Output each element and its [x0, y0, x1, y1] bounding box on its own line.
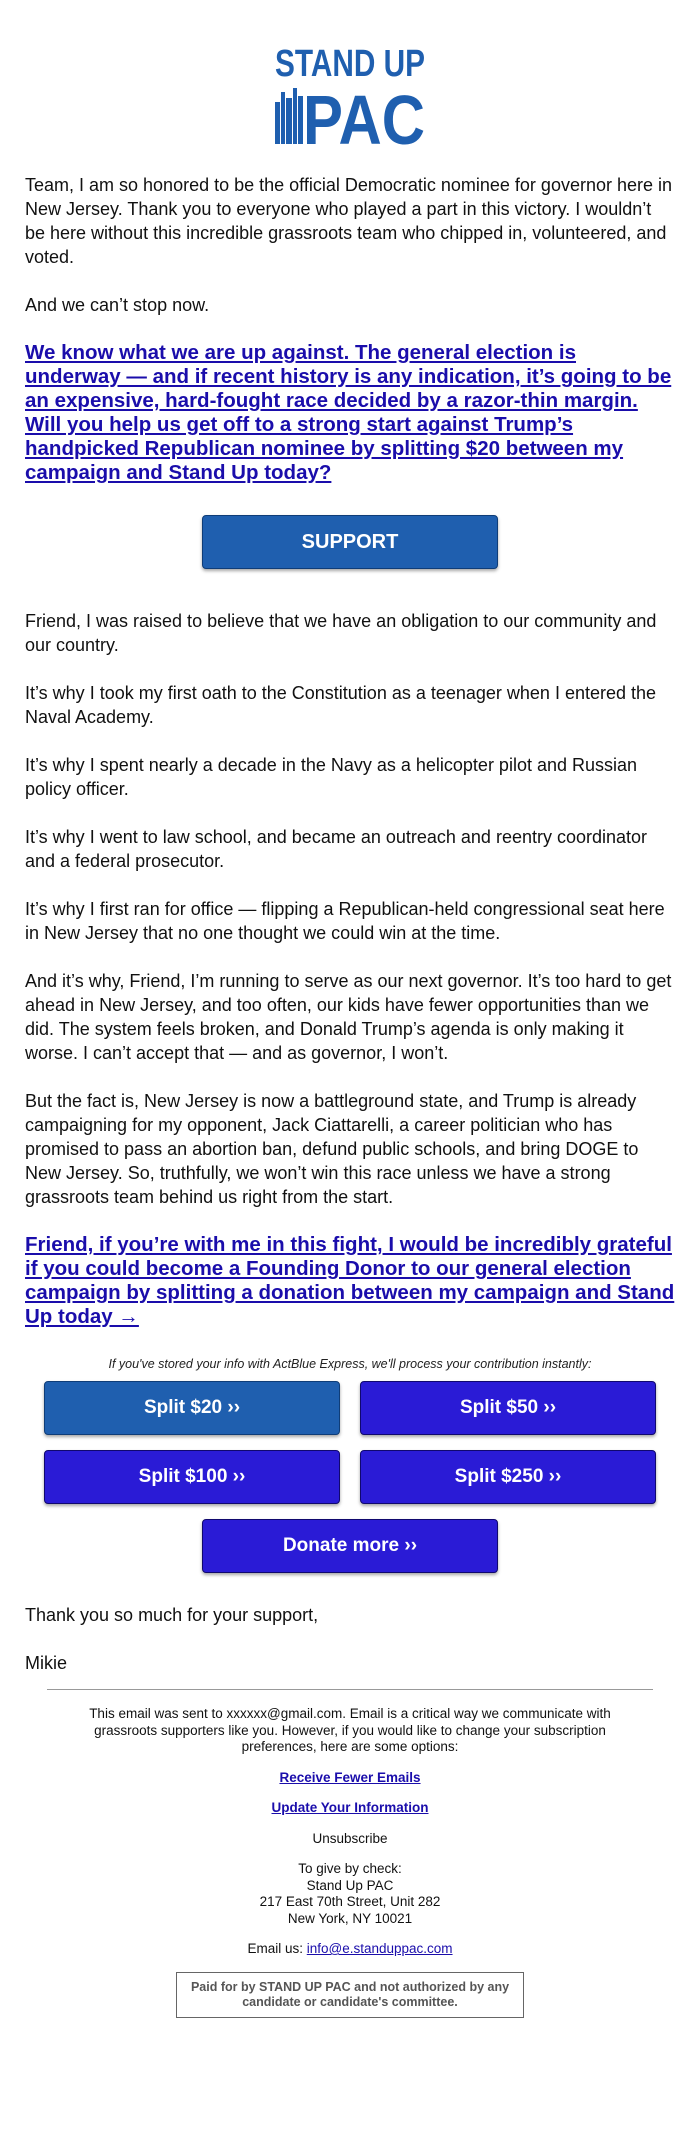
email-label: Email us: — [247, 1941, 303, 1956]
primary-donate-link[interactable]: We know what we are up against. The general election is underway — and if recent history is any indication, it’s going to be an expensive, hard-fought race decided by a razor-thin margin. Will you help us get off to a strong start against Trump’s handpicked Republican nominee by splitting $20 between my campaign and Stand Up today? — [25, 341, 672, 484]
signature: Mikie — [25, 1653, 68, 1673]
logo-line1: STAND UP — [275, 43, 425, 85]
split-20-button[interactable]: Split $20 ›› — [44, 1381, 340, 1435]
logo-line2: PAC — [303, 81, 425, 159]
body-paragraph: But the fact is, New Jersey is now a battleground state, and Trump is already campaigning for my opponent, Jack Ciattarelli, a career politician who has promised to pass an abortion ban, defund public schools, and bring DOGE to New Jersey. So, truthfully, we won’t win this race unless we have a strong grassroots team behind us right from the start. — [25, 1091, 639, 1207]
check-street: 217 East 70th Street, Unit 282 — [259, 1894, 441, 1909]
check-heading: To give by check: — [298, 1861, 402, 1876]
donate-button-row — [0, 1381, 700, 1435]
donate-button-row — [0, 1450, 700, 1504]
check-name: Stand Up PAC — [306, 1877, 394, 1893]
check-city: New York, NY 10021 — [287, 1910, 413, 1926]
actblue-express-note: If you've stored your info with ActBlue Express, we'll process your contribution instantly: — [108, 1357, 592, 1371]
email-page — [0, 40, 700, 2018]
closing-section — [0, 1603, 700, 1675]
donate-more-button[interactable]: Donate more ›› — [202, 1519, 498, 1573]
body-paragraph: Friend, I was raised to believe that we have an obligation to our community and our country. — [25, 611, 657, 655]
split-250-button[interactable]: Split $250 ›› — [360, 1450, 656, 1504]
body-paragraph: And it’s why, Friend, I’m running to serve as our next governor. It’s too hard to get ahead in New Jersey, and too often, our kids have fewer opportunities than we did. The system feels broken, and Donald Trump’s agenda is only making it worse. I can’t accept that — and as governor, I won’t. — [25, 971, 672, 1063]
email-footer — [0, 1706, 700, 1958]
split-100-button[interactable]: Split $100 ›› — [44, 1450, 340, 1504]
receive-fewer-emails-link[interactable]: Receive Fewer Emails — [279, 1769, 421, 1785]
body-paragraph: It’s why I first ran for office — flipping a Republican-held congressional seat here in New Jersey that no one thought we could win at the time. — [25, 899, 665, 943]
unsubscribe-link[interactable]: Unsubscribe — [312, 1830, 388, 1846]
footer-divider — [47, 1689, 653, 1690]
split-50-button[interactable]: Split $50 ›› — [360, 1381, 656, 1435]
support-button[interactable]: SUPPORT — [202, 515, 498, 569]
paid-for-disclaimer: Paid for by STAND UP PAC and not authorized by any candidate or candidate's committee. — [176, 1972, 524, 2018]
stand-up-pac-logo — [270, 40, 430, 159]
email-body — [0, 173, 700, 1329]
contact-email — [70, 1941, 630, 1958]
check-address — [70, 1861, 630, 1927]
secondary-donate-link[interactable]: Friend, if you’re with me in this fight, I would be incredibly grateful if you could become a Founding Donor to our general election campaign by splitting a donation between my campaign and Stand Up today → — [25, 1233, 675, 1328]
body-paragraph: It’s why I took my first oath to the Constitution as a teenager when I entered the Naval Academy. — [25, 683, 657, 727]
sent-notice: This email was sent to xxxxxx@gmail.com. Email is a critical way we communicate with grassroots supporters like you. However, if you would like to change your subscription preferences, here are some options: — [89, 1706, 611, 1754]
contact-email-link[interactable]: info@e.standuppac.com — [306, 1941, 453, 1956]
intro-paragraph: And we can’t stop now. — [25, 295, 210, 315]
skyline-graphic — [275, 88, 303, 144]
body-paragraph: It’s why I spent nearly a decade in the Navy as a helicopter pilot and Russian policy officer. — [25, 755, 638, 799]
update-information-link[interactable]: Update Your Information — [271, 1800, 429, 1815]
body-paragraph: It’s why I went to law school, and became an outreach and reentry coordinator and a federal prosecutor. — [25, 827, 648, 871]
intro-paragraph: Team, I am so honored to be the official Democratic nominee for governor here in New Jersey. Thank you to everyone who played a part in this victory. I wouldn’t be here without this incredible grassroots team who chipped in, volunteered, and voted. — [25, 175, 673, 267]
closing-line: Thank you so much for your support, — [25, 1605, 319, 1625]
